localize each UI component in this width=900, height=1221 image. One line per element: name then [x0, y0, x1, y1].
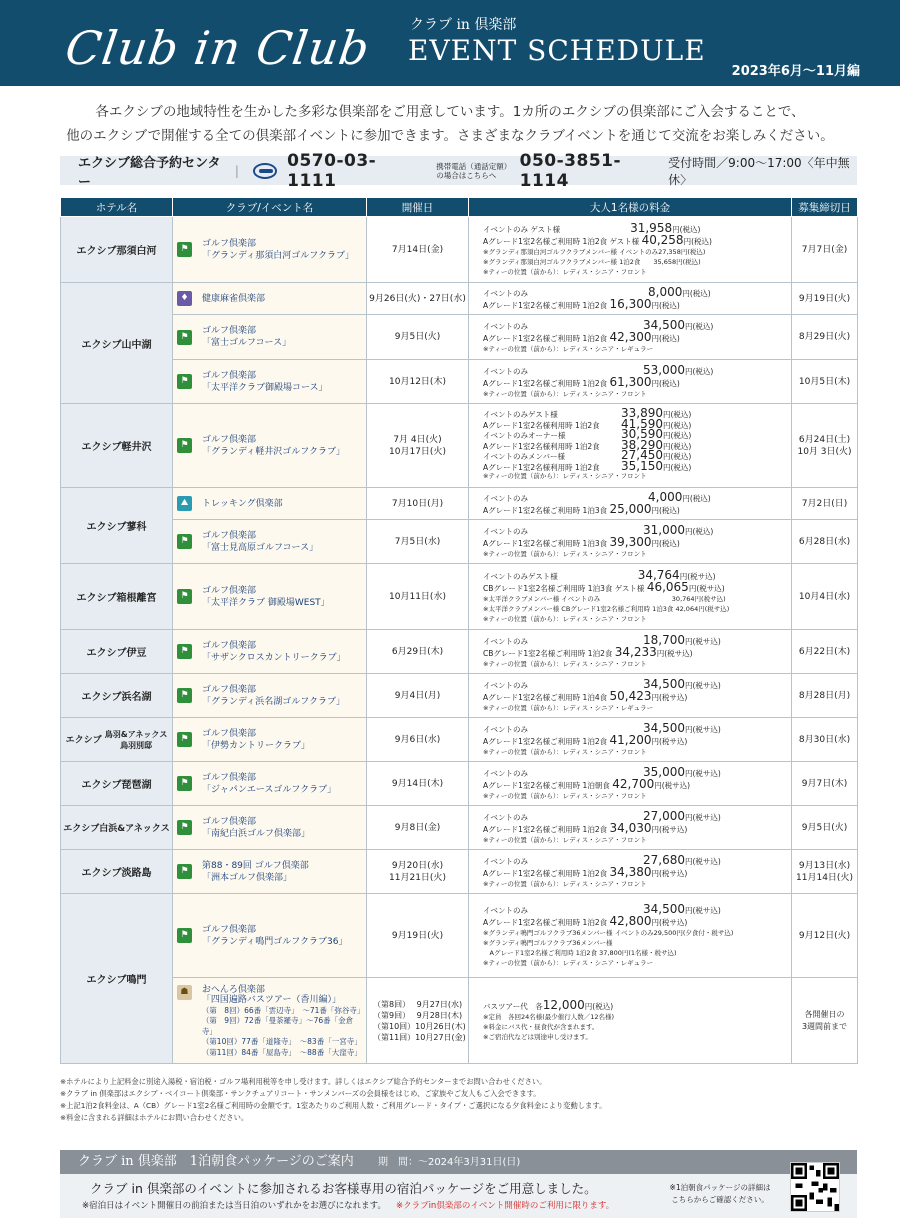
hotel-name: エクシブ山中湖	[61, 283, 173, 404]
col-date: 開催日	[367, 198, 469, 217]
table-row: エクシブ蓼科 ⛰ トレッキング倶楽部 7月10日(月) イベントのみ 4,000円(税込) Aグレード1室2名様ご利用時 1泊3食 25,000円(税込) 7月2日(日)	[61, 488, 858, 520]
package-info: クラブ in 倶楽部のイベントに参加されるお客様専用の宿泊パッケージをご用意しました。 ※宿泊日はイベント開催日の前泊または当日泊のいずれかをお選びになれます。 ※クラブin倶楽部のイベント開催時のご利用に限ります。 ※1泊朝食パッケージの詳細は こちらからご確認ください。	[60, 1174, 857, 1218]
golf-flag-icon: ⚑	[177, 330, 192, 345]
header-period: 2023年6月～11月編	[731, 64, 860, 79]
golf-flag-icon: ⚑	[177, 928, 192, 943]
hotel-name: エクシブ琵琶湖	[61, 762, 173, 806]
golf-flag-icon: ⚑	[177, 688, 192, 703]
hotel-name: エクシブ軽井沢	[61, 404, 173, 488]
table-row: エクシブ那須白河 ⚑ゴルフ倶楽部 「グランディ那須白河ゴルフクラブ」 7月14日(金) イベントのみ ゲスト様 31,958円(税込) Aグレード1室2名様ご利用時 1泊2食 ゲスト様 40,258円(税込) ※グランディ那須白河ゴルフクラブメンバー様 イベントのみ27,358円(税込) ※グランディ那須白河ゴルフクラブメンバー様 1泊2食 35,658円(税込) ※ティーの位置（前から）：レディス・シニア・フロント 7月7日(金)	[61, 217, 858, 283]
trekking-icon: ⛰	[177, 496, 192, 511]
mahjong-icon: ♦	[177, 291, 192, 306]
hotel-name: エクシブ淡路島	[61, 850, 173, 894]
golf-flag-icon: ⚑	[177, 534, 192, 549]
package-note-red: ※クラブin倶楽部のイベント開催時のご利用に限ります。	[395, 1201, 615, 1211]
logo-club-in-club: Club in Club	[62, 21, 374, 75]
free-dial-number[interactable]: 0570-03-1111	[287, 150, 377, 191]
golf-flag-icon: ⚑	[177, 820, 192, 835]
col-deadline: 募集締切日	[792, 198, 858, 217]
qr-code-icon[interactable]	[790, 1162, 840, 1212]
hotel-name: エクシブ伊豆	[61, 630, 173, 674]
table-row: ⚑ゴルフ倶楽部 「富士見高原ゴルフコース」 7月5日(水) イベントのみ 31,000円(税込) Aグレード1室2名様ご利用時 1泊3食 39,300円(税込) ※ティーの位置（前から）：レディス・シニア・フロント 6月28日(水)	[61, 520, 858, 564]
hotel-name: エクシブ浜名湖	[61, 674, 173, 718]
golf-flag-icon: ⚑	[177, 242, 192, 257]
reception-hours: 受付時間／9:00～17:00〈年中無休〉	[668, 155, 850, 187]
free-dial-icon	[253, 163, 277, 179]
table-row: ⚑ゴルフ倶楽部 「富士ゴルフコース」 9月5日(火) イベントのみ 34,500円(税込) Aグレード1室2名様ご利用時 1泊2食 42,300円(税込) ※ティーの位置（前から）：レディス・シニア・レギュラー 8月29日(火)	[61, 315, 858, 360]
hotel-name: エクシブ那須白河	[61, 217, 173, 283]
table-row: エクシブ伊豆 ⚑ゴルフ倶楽部 「サザンクロスカントリークラブ」 6月29日(木) イベントのみ 18,700円(税サ込) CBグレード1室2名様ご利用時 1泊2食 34,233円(税サ込) ※ティーの位置（前から）：レディス・シニア・フロント 6月22日(木)	[61, 630, 858, 674]
golf-flag-icon: ⚑	[177, 644, 192, 659]
header-title: EVENT SCHEDULE	[408, 34, 706, 67]
mobile-note: 携帯電話（通話定額）の場合はこちらへ	[436, 161, 512, 180]
pilgrim-icon: ☗	[177, 985, 192, 1000]
table-row: エクシブ白浜&アネックス ⚑ゴルフ倶楽部 「南紀白浜ゴルフ倶楽部」 9月8日(金) イベントのみ 27,000円(税サ込) Aグレード1室2名様ご利用時 1泊2食 34,030円(税サ込) ※ティーの位置（前から）：レディス・シニア・フロント 9月5日(火)	[61, 806, 858, 850]
golf-flag-icon: ⚑	[177, 732, 192, 747]
table-row: エクシブ山中湖 ♦ 健康麻雀倶楽部 9月26日(火)・27日(水) イベントのみ 8,000円(税込) Aグレード1室2名様ご利用時 1泊2食 16,300円(税込) 9月19日(火)	[61, 283, 858, 315]
header-subtitle: クラブ in 倶楽部	[410, 17, 517, 33]
hotel-name: エクシブ蓼科	[61, 488, 173, 564]
package-line1: クラブ in 倶楽部のイベントに参加されるお客様専用の宿泊パッケージをご用意しました。	[90, 1181, 597, 1196]
table-row: エクシブ箱根離宮 ⚑ゴルフ倶楽部 「太平洋クラブ 御殿場WEST」 10月11日(水) イベントのみゲスト様 34,764円(税サ込) CBグレード1室2名様ご利用時 1泊3食 ゲスト様 46,065円(税サ込) ※太平洋クラブメンバー様 イベントのみ 30,764円(税サ込) ※太平洋クラブメンバー様 CBグレード1室2名様ご利用時 1泊3食 42,064円(税サ込) ※ティーの位置（前から）：レディス・シニア・フロント 10月4日(水)	[61, 564, 858, 630]
table-header-row	[61, 198, 858, 217]
golf-flag-icon: ⚑	[177, 864, 192, 879]
golf-flag-icon: ⚑	[177, 374, 192, 389]
col-event: クラブ/イベント名	[173, 198, 367, 217]
table-row: エクシブ軽井沢 ⚑ゴルフ倶楽部 「グランディ軽井沢ゴルフクラブ」 7月 4日(火) 10月17日(火) イベントのみゲスト様 33,890円(税込) Aグレード1室2名様利用時 1泊2食 41,590円(税込) イベントのみオーナー様 30,590円(税込) Aグレード1室2名様利用時 1泊2食 38,290円(税込) イベントのみメンバー様 27,450円(税込) Aグレード1室2名様利用時 1泊2食 35,150円(税込) ※ティーの位置（前から）：レディス・シニア・フロント 6月24日(土) 10月 3日(火)	[61, 404, 858, 488]
package-line2: ※宿泊日はイベント開催日の前泊または当日泊のいずれかをお選びになれます。	[82, 1201, 386, 1211]
table-row: ⚑ゴルフ倶楽部 「太平洋クラブ御殿場コース」 10月12日(木) イベントのみ 53,000円(税込) Aグレード1室2名様ご利用時 1泊2食 61,300円(税込) ※ティーの位置（前から）：レディス・シニア・フロント 10月5日(木)	[61, 360, 858, 404]
hotel-name: エクシブ白浜&アネックス	[61, 806, 173, 850]
footnotes: ※ホテルにより上記料金に別途入湯税・宿泊税・ゴルフ場利用税等を申し受けます。詳しくはエクシブ総合予約センターまでお問い合わせください。 ※クラブ in 倶楽部はエクシブ・ベイコート倶楽部・サンクチュアリコート・サンメンバーズの会員様をはじめ、ご家族やご友人もご入会できます。 ※上記1泊2食料金は、A（CB）グレード1室2名様ご利用時の金額です。1室あたりのご利用人数・ご利用グレード・タイプ・ご選択になる夕食料金により変動します。 ※料金に含まれる詳細はホテルにお問い合わせください。	[60, 1077, 607, 1122]
col-hotel: ホテル名	[61, 198, 173, 217]
golf-flag-icon: ⚑	[177, 438, 192, 453]
intro-text: 各エクシブの地域特性を生かした多彩な倶楽部をご用意しています。1カ所のエクシブの倶楽部にご入会することで、 他のエクシブで開催する全ての倶楽部イベントに参加できます。さまざまなクラブイベントを通じて交流をお楽しみください。	[66, 104, 834, 144]
mobile-number[interactable]: 050-3851-1114	[519, 150, 622, 191]
col-price: 大人1名様の料金	[469, 198, 792, 217]
hotel-name: エクシブ 鳥羽&アネックス 鳥羽別邸	[61, 718, 173, 762]
table-row: エクシブ琵琶湖 ⚑ゴルフ倶楽部 「ジャパンエースゴルフクラブ」 9月14日(木) イベントのみ 35,000円(税サ込) Aグレード1室2名様ご利用時 1泊朝食 42,700円(税サ込) ※ティーの位置（前から）：レディス・シニア・フロント 9月7日(木)	[61, 762, 858, 806]
golf-flag-icon: ⚑	[177, 589, 192, 604]
header-banner	[0, 0, 900, 86]
reservation-center-label: エクシブ総合予約センター	[78, 155, 221, 190]
event-schedule-table	[60, 197, 858, 1064]
hotel-name: エクシブ箱根離宮	[61, 564, 173, 630]
table-row: エクシブ淡路島 ⚑第88・89回 ゴルフ倶楽部 「洲本ゴルフ倶楽部」 9月20日(水) 11月21日(火) イベントのみ 27,680円(税サ込) Aグレード1室2名様ご利用時 1泊2食 34,380円(税サ込) ※ティーの位置（前から）：レディス・シニア・フロント 9月13日(水) 11月14日(火)	[61, 850, 858, 894]
golf-flag-icon: ⚑	[177, 776, 192, 791]
hotel-name: エクシブ鳴門	[61, 894, 173, 1064]
table-row: エクシブ鳴門 ⚑ゴルフ倶楽部 「グランディ鳴門ゴルフクラブ36」 9月19日(火) イベントのみ 34,500円(税サ込) Aグレード1室2名様ご利用時 1泊2食 42,800円(税サ込) ※グランディ鳴門ゴルフクラブ36メンバー様 イベントのみ29,500円(夕食付・税サ込) ※グランディ鳴門ゴルフクラブ36メンバー様 Aグレード1室2名様ご利用時 1泊2食 37,800円(1名様・税サ込) ※ティーの位置（前から）：レディス・シニア・レギュラー 9月12日(火)	[61, 894, 858, 978]
package-banner	[60, 1150, 857, 1174]
package-title: クラブ in 倶楽部 1泊朝食パッケージのご案内	[78, 1154, 354, 1169]
table-row: エクシブ 鳥羽&アネックス 鳥羽別邸 ⚑ゴルフ倶楽部 「伊勢カントリークラブ」 9月6日(水) イベントのみ 34,500円(税サ込) Aグレード1室2名様ご利用時 1泊2食 41,200円(税サ込) ※ティーの位置（前から）：レディス・シニア・フロント 8月30日(水)	[61, 718, 858, 762]
table-row: エクシブ浜名湖 ⚑ゴルフ倶楽部 「グランディ浜名湖ゴルフクラブ」 9月4日(月) イベントのみ 34,500円(税サ込) Aグレード1室2名様ご利用時 1泊4食 50,423円(税サ込) ※ティーの位置（前から）：レディス・シニア・レギュラー 8月28日(月)	[61, 674, 858, 718]
table-row: ☗ おへんろ倶楽部 「四国遍路バスツアー（香川編）」 （第 8回）66番「雲辺寺」 ～71番「弥谷寺」 （第 9回）72番「曼荼羅寺」～76番「金倉寺」 （第10回）77番「道隆寺」 ～83番「一宮寺」 （第11回）84番「屋島寺」 ～88番「大窪寺」 （第8回） 9月27日(水) （第9回） 9月28日(木) （第10回）10月26日(木) （第11回）10月27日(金) バスツアー代 各12,000円(税込) ※定員 各回24名様(最少催行人数／12名様) ※料金にバス代・昼食代が含まれます。 ※ご宿泊代などは別途申し受けます。 各開催日の 3週間前まで	[61, 978, 858, 1064]
reservation-bar: エクシブ総合予約センター | 0570-03-1111 携帯電話（通話定額）の場合はこちらへ 050-3851-1114 受付時間／9:00～17:00〈年中無休〉	[60, 156, 857, 185]
package-period: 期 間：～2024年3月31日(日)	[377, 1157, 521, 1168]
